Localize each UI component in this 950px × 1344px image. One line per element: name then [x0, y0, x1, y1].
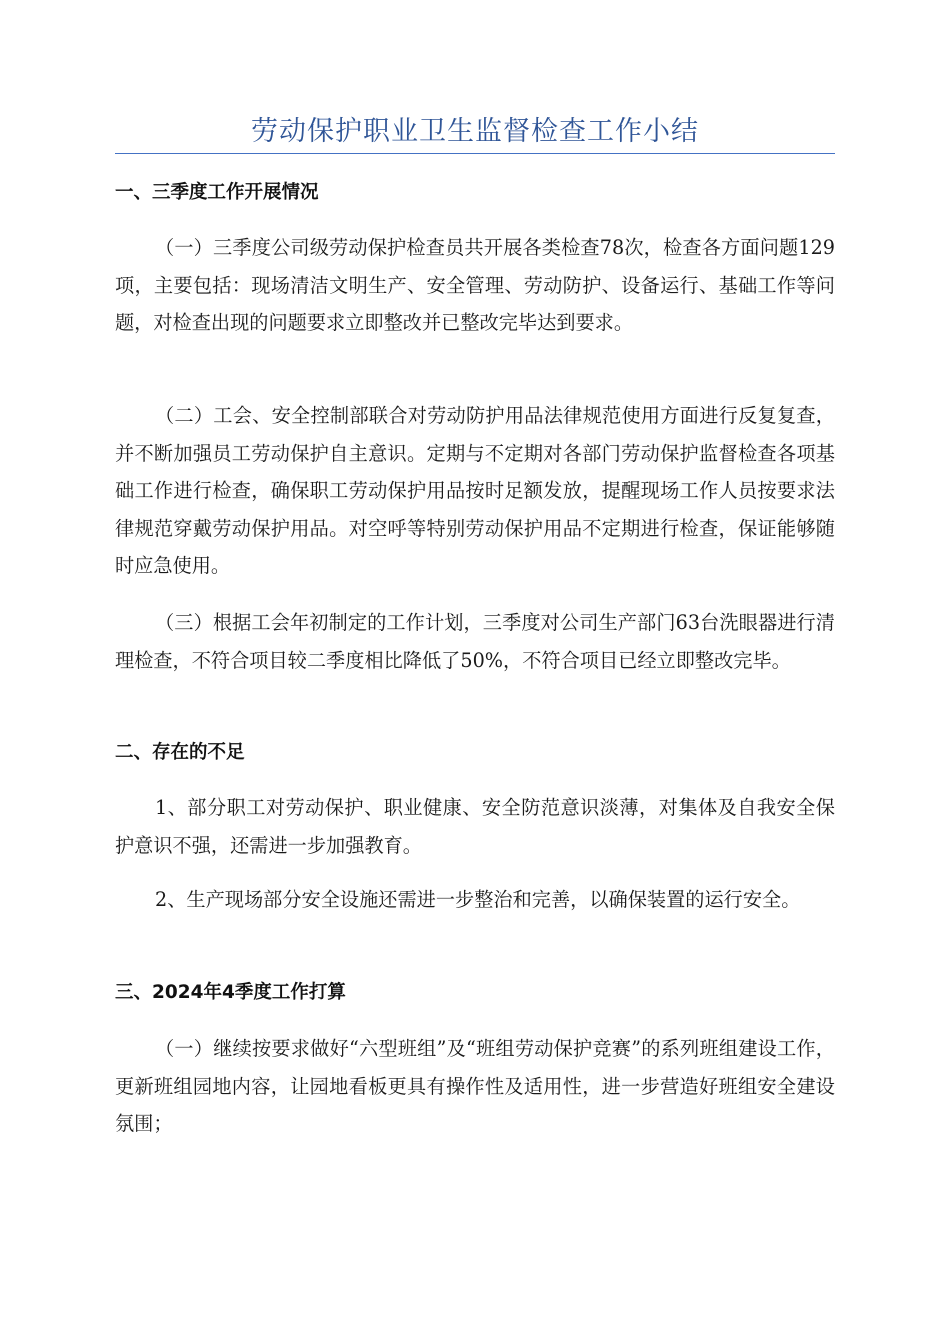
paragraph: （一）三季度公司级劳动保护检查员共开展各类检查78次，检查各方面问题129项，主要包括：现场清洁文明生产、安全管理、劳动防护、设备运行、基础工作等问题，对检查出现的问题要求立即整改并已整改完毕达到要求。 [115, 236, 835, 334]
paragraph: （三）根据工会年初制定的工作计划，三季度对公司生产部门63台洗眼器进行清理检查，不符合项目较二季度相比降低了50%，不符合项目已经立即整改完毕。 [115, 611, 835, 672]
section-heading: 一、三季度工作开展情况 [115, 182, 319, 203]
section-q3-work-body [115, 229, 835, 342]
title-underline [115, 153, 835, 154]
paragraph: （一）继续按要求做好“六型班组”及“班组劳动保护竞赛”的系列班组建设工作，更新班组园地内容，让园地看板更具有操作性及适用性，进一步营造好班组安全建设氛围； [115, 1037, 835, 1135]
paragraph: （二）工会、安全控制部联合对劳动防护用品法律规范使用方面进行反复复查，并不断加强员工劳动保护自主意识。定期与不定期对各部门劳动保护监督检查各项基础工作进行检查，确保职工劳动保护用品按时足额发放，提醒现场工作人员按要求法律规范穿戴劳动保护用品。对空呼等特别劳动保护用品不定期进行检查，保证能够随时应急使用。 [115, 404, 835, 577]
paragraph: 2、生产现场部分安全设施还需进一步整治和完善，以确保装置的运行安全。 [155, 888, 801, 911]
section-heading: 二、存在的不足 [115, 742, 245, 763]
section-shortcomings-body [115, 789, 835, 864]
page-title: 劳动保护职业卫生监督检查工作小结 [251, 116, 699, 147]
paragraph: 1、部分职工对劳动保护、职业健康、安全防范意识淡薄，对集体及自我安全保护意识不强，还需进一步加强教育。 [115, 796, 835, 857]
section-q4-plan-body [115, 1030, 835, 1143]
section-heading: 三、2024年4季度工作打算 [115, 982, 346, 1003]
section-q4-plan [115, 978, 835, 1008]
section-q3-work-body-2 [115, 397, 835, 585]
section-q3-work-body-3 [115, 604, 835, 679]
section-shortcomings-body-2 [115, 881, 835, 919]
section-shortcomings [115, 738, 835, 768]
section-q3-work [115, 178, 835, 208]
